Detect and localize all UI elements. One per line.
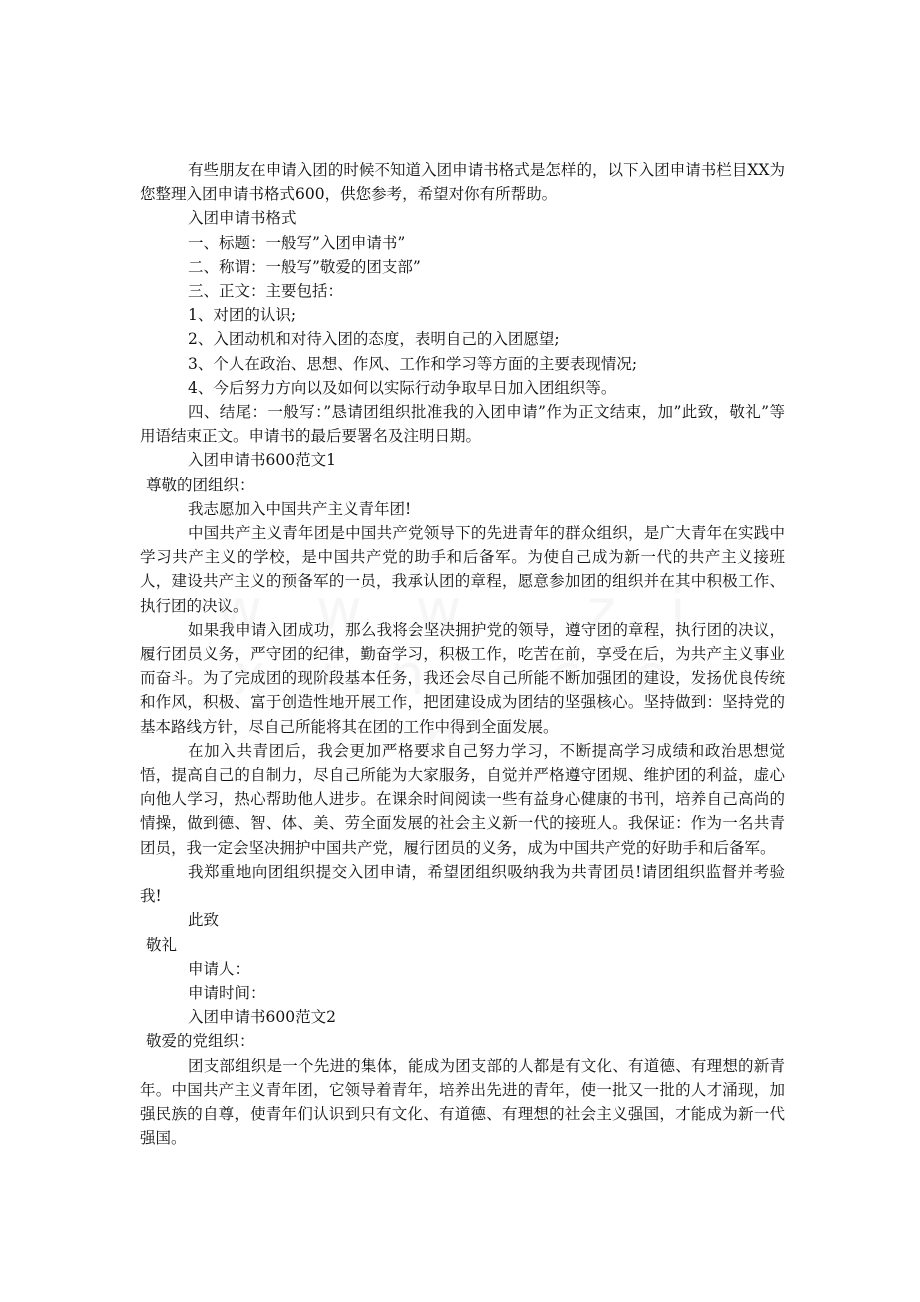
format-subitem-3: 3、个人在政治、思想、作风、工作和学习等方面的主要表现情况; (188, 354, 638, 373)
sample1-applicant: 申请人： (188, 959, 251, 978)
sample1-closing-1: 此致 (188, 911, 220, 930)
sample1-date: 申请时间： (188, 983, 266, 1002)
intro-paragraph: 有些朋友在申请入团的时候不知道入团申请书格式是怎样的，以下入团申请书栏目XX为您整理入团申请书格式600，供您参考，希望对你有所帮助。 (140, 161, 785, 204)
document-body (140, 158, 785, 1150)
format-item-salutation: 二、称谓：一般写”敬爱的团支部” (188, 257, 421, 276)
sample1-paragraph-3: 如果我申请入团成功，那么我将会坚决拥护党的领导，遵守团的章程，执行团的决议，履行团员义务，严守团的纪律，勤奋学习，积极工作，吃苦在前，享受在后，为共产主义事业而奋斗。为了完成团的现阶段基本任务，我还会尽自己所能不断加强团的建设，发扬优良传统和作风，积极、富于创造性地开展工作，把团建设成为团结的坚强核心。坚持做到：坚持党的基本路线方针，尽自己所能将其在团的工作中得到全面发展。 (140, 620, 785, 736)
sample1-heading: 入团申请书600范文1 (188, 451, 336, 470)
sample2-salutation: 敬爱的党组织： (146, 1032, 255, 1051)
sample1-paragraph-5: 我郑重地向团组织提交入团申请，希望团组织吸纳我为共青团员!请团组织监督并考验我! (140, 862, 785, 906)
format-subitem-2: 2、入团动机和对待入团的态度，表明自己的入团愿望; (188, 330, 560, 349)
format-subitem-1: 1、对团的认识; (188, 306, 297, 325)
sample1-paragraph-1: 我志愿加入中国共产主义青年团! (188, 499, 412, 518)
sample2-heading: 入团申请书600范文2 (188, 1008, 336, 1027)
format-subitem-4: 4、今后努力方向以及如何以实际行动争取早日加入团组织等。 (188, 378, 617, 397)
sample2-paragraph-1: 团支部组织是一个先进的集体，能成为团支部的人都是有文化、有道德、有理想的新青年。中国共产主义青年团，它领导着青年，培养出先进的青年，使一批又一批的人才涌现，加强民族的自尊，使青年们认识到只有文化、有道德、有理想的社会主义强国，才能成为新一代强国。 (140, 1056, 785, 1148)
sample1-paragraph-4: 在加入共青团后，我会更加严格要求自己努力学习，不断提高学习成绩和政治思想觉悟，提高自己的自制力，尽自己所能为大家服务，自觉并严格遵守团规、维护团的利益，虚心向他人学习，热心帮助他人进步。在课余时间阅读一些有益身心健康的书刊，培养自己高尚的情操，做到德、智、体、美、劳全面发展的社会主义新一代的接班人。我保证：作为一名共青团员，我一定会坚决拥护中国共产党，履行团员的义务，成为中国共产党的好助手和后备军。 (140, 741, 785, 857)
sample1-paragraph-2: 中国共产主义青年团是中国共产党领导下的先进青年的群众组织，是广大青年在实践中学习共产主义的学校，是中国共产党的助手和后备军。为使自己成为新一代的共产主义接班人，建设共产主义的预备军的一员，我承认团的章程，愿意参加团的组织并在其中积极工作、执行团的决议。 (140, 524, 785, 615)
format-item-ending: 四、结尾：一般写：”恳请团组织批准我的入团申请”作为正文结束，加”此致，敬礼”等用语结束正文。申请书的最后要署名及注明日期。 (140, 403, 785, 446)
format-heading: 入团申请书格式 (188, 209, 297, 228)
sample1-salutation: 尊敬的团组织： (146, 475, 255, 494)
sample1-closing-2: 敬礼 (146, 935, 178, 954)
format-item-title: 一、标题：一般写”入团申请书” (188, 233, 406, 252)
format-item-body: 三、正文：主要包括： (188, 282, 344, 301)
